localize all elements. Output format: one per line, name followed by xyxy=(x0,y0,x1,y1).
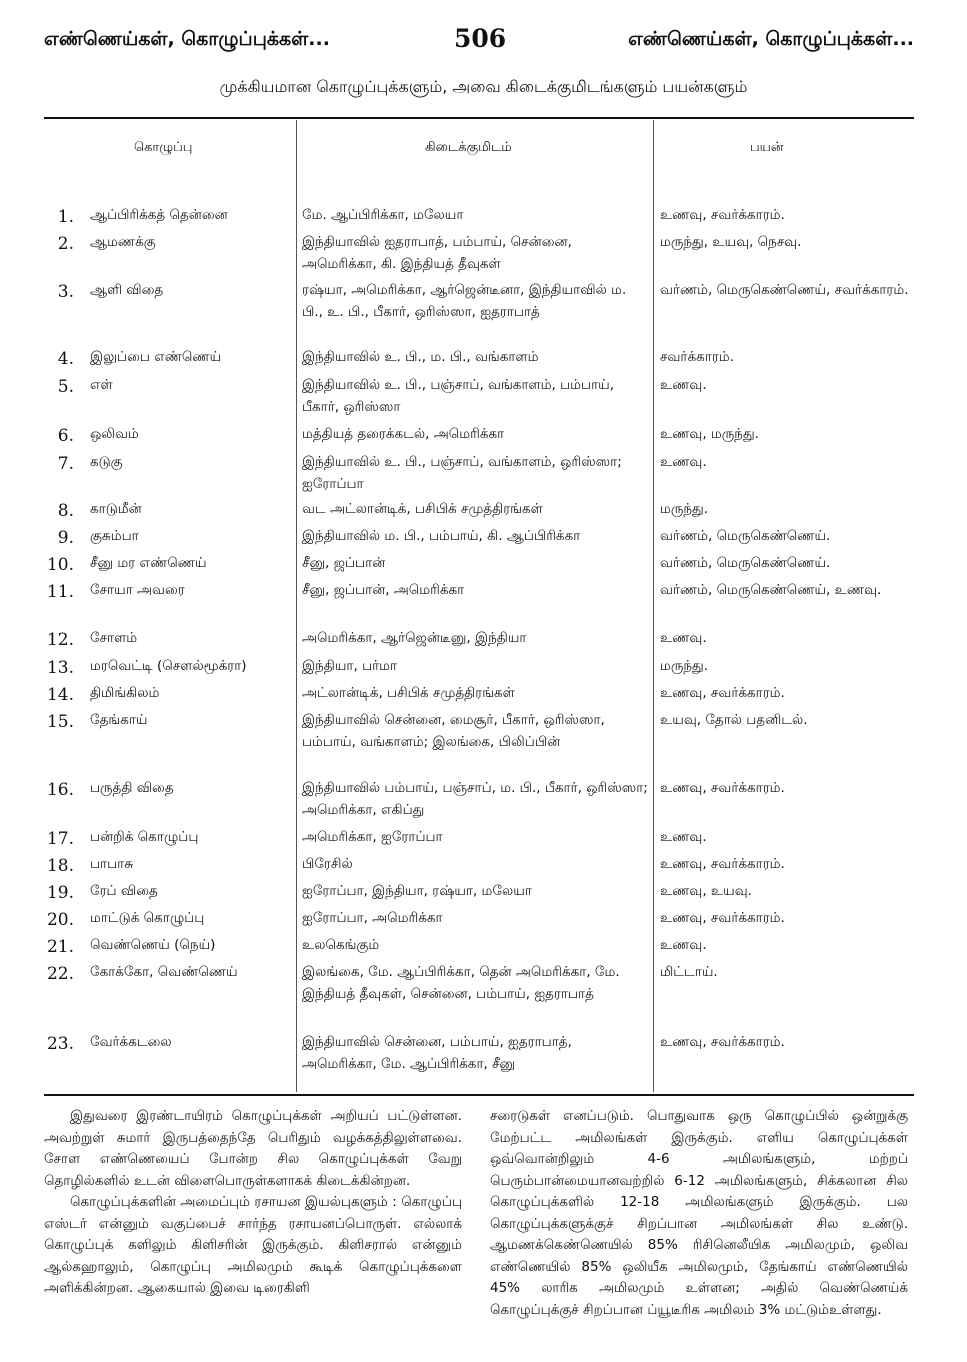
row-number: 11. xyxy=(46,582,74,602)
fat-use: உணவு. xyxy=(660,454,707,470)
source-location: இந்தியாவில் உ. பி., பஞ்சாப், வங்காளம், ஒரிஸ்ஸா; ஐரோப்பா xyxy=(302,454,622,492)
source-location: இந்தியாவில் ஐதராபாத், பம்பாய், சென்னை, அமெரிக்கா, கி. இந்தியத் தீவுகள் xyxy=(302,234,572,272)
fat-use: உணவு, உயவு. xyxy=(660,883,752,899)
source-location: வட அட்லான்டிக், பசிபிக் சமுத்திரங்கள் xyxy=(302,501,543,517)
fat-name: ரேப் விதை xyxy=(90,883,158,899)
fat-name: ஆமணக்கு xyxy=(90,234,156,250)
row-number: 15. xyxy=(46,712,74,732)
page-header xyxy=(44,22,914,62)
fat-name: குசும்பா xyxy=(90,528,139,544)
fat-use: உணவு, சவர்க்காரம். xyxy=(660,910,785,926)
source-location: இந்தியாவில் ம. பி., பம்பாய், கி. ஆப்பிரிக்கா xyxy=(302,528,581,544)
row-number: 21. xyxy=(46,937,74,957)
source-location: ஐரோப்பா, இந்தியா, ரஷ்யா, மலேயா xyxy=(302,883,532,899)
fat-use: மருந்து, உயவு, நெசவு. xyxy=(660,234,802,250)
source-location: அட்லான்டிக், பசிபிக் சமுத்திரங்கள் xyxy=(302,685,515,701)
fat-use: உணவு, சவர்க்காரம். xyxy=(660,207,785,223)
source-location: இந்தியாவில் உ. பி., பஞ்சாப், வங்காளம், பம்பாய், பீகார், ஒரிஸ்ஸா xyxy=(302,377,614,415)
fat-name: பருத்தி விதை xyxy=(90,780,174,796)
column-divider-2 xyxy=(653,120,654,1092)
fat-name: காடுமீன் xyxy=(90,501,142,517)
fat-use: மருந்து. xyxy=(660,501,709,517)
fat-use: உணவு, சவர்க்காரம். xyxy=(660,780,785,796)
fat-use: வர்ணம், மெருகெண்ணெய். xyxy=(660,528,831,544)
source-location: அமெரிக்கா, ஐரோப்பா xyxy=(302,829,443,845)
source-location: இந்தியாவில் சென்னை, மைசூர், பீகார், ஒரிஸ்ஸா, பம்பாய், வங்காளம்; இலங்கை, பிலிப்பின் xyxy=(302,712,605,750)
row-number: 1. xyxy=(57,207,74,227)
row-number: 6. xyxy=(57,426,74,446)
fat-use: வர்ணம், மெருகெண்ணெய். xyxy=(660,555,831,571)
fat-name: மரவெட்டி (சௌல்மூக்ரா) xyxy=(90,658,247,674)
row-number: 9. xyxy=(57,528,74,548)
body-column-right xyxy=(490,1106,908,1321)
source-location: பிரேசில் xyxy=(302,856,353,872)
row-number: 23. xyxy=(46,1034,74,1054)
row-number: 13. xyxy=(46,658,74,678)
source-location: இந்தியாவில் உ. பி., ம. பி., வங்காளம் xyxy=(302,349,539,365)
source-location: அமெரிக்கா, ஆர்ஜென்டீனு, இந்தியா xyxy=(302,630,527,646)
row-number: 2. xyxy=(57,234,74,254)
source-location: இந்தியாவில் பம்பாய், பஞ்சாப், ம. பி., பீகார், ஒரிஸ்ஸா; அமெரிக்கா, எகிப்து xyxy=(302,780,648,818)
fat-use: மிட்டாய். xyxy=(660,964,718,980)
row-number: 5. xyxy=(57,377,74,397)
source-location: இந்தியா, பர்மா xyxy=(302,658,398,674)
body-column-left xyxy=(44,1106,462,1300)
fat-use: உணவு. xyxy=(660,937,707,953)
source-location: ஐரோப்பா, அமெரிக்கா xyxy=(302,910,443,926)
fat-name: சீனு மர எண்ணெய் xyxy=(90,555,207,571)
column-header-use: பயன் xyxy=(750,140,784,155)
fat-name: திமிங்கிலம் xyxy=(90,685,160,701)
fat-use: உணவு. xyxy=(660,377,707,393)
paragraph: கொழுப்புக்களின் அமைப்பும் ரசாயன இயல்புகளும் : கொழுப்பு எஸ்டர் என்னும் வகுப்பைச் சார்ந்த ரசாயனப்பொருள். எல்லாக் கொழுப்புக் களிலும் கிளிசரின் இருக்கும். கிளிசரால் என்னும் ஆல்கஹாலும், கொழுப்பு அமிலமும் கூடிக் கொழுப்புக்களை அளிக்கின்றன. ஆகையால் இவை டிரைகிளி xyxy=(44,1194,462,1296)
paragraph: சரைடுகள் எனப்படும். பொதுவாக ஒரு கொழுப்பில் ஒன்றுக்கு மேற்பட்ட அமிலங்கள் இருக்கும். எளிய கொழுப்புக்கள் ஒவ்வொன்றிலும் 4-6 அமிலங்களும், மற்றப் பெரும்பான்மையானவற்றில் 6-12 அமிலங்களும், சிக்கலான சில கொழுப்புக்களில் 12-18 அமிலங்களும் இருக்கும். பல கொழுப்புக்களுக்குச் சிறப்பான அமிலங்கள் சில உண்டு. ஆமணக்கெண்ணெயில் 85% ரிசினெலீயிக அமிலமும், ஒலிவ எண்ணெயில் 85% ஒலியீக அமிலமும், தேங்காய் எண்ணெயில் 45% லாரிக அமிலமும் உள்ளன; அதில் வெண்ணெய்க் கொழுப்புக்குச் சிறப்பான ப்யூடீரிக அமிலம் 3% மட்டும்உள்ளது. xyxy=(490,1108,908,1318)
fat-name: சோயா அவரை xyxy=(90,582,185,598)
row-number: 17. xyxy=(46,829,74,849)
fat-name: இலுப்பை எண்ணெய் xyxy=(90,349,222,365)
fat-use: உணவு, சவர்க்காரம். xyxy=(660,685,785,701)
source-location: மத்தியத் தரைக்கடல், அமெரிக்கா xyxy=(302,426,505,442)
fat-use: உணவு, சவர்க்காரம். xyxy=(660,856,785,872)
page-number: 506 xyxy=(454,24,507,53)
fat-name: ஆப்பிரிக்கத் தென்னை xyxy=(90,207,228,223)
row-number: 10. xyxy=(46,555,74,575)
row-number: 16. xyxy=(46,780,74,800)
source-location: இலங்கை, மே. ஆப்பிரிக்கா, தென் அமெரிக்கா, மே. இந்தியத் தீவுகள், சென்னை, பம்பாய், ஐதராபாத் xyxy=(302,964,620,1002)
fat-use: உணவு. xyxy=(660,630,707,646)
row-number: 8. xyxy=(57,501,74,521)
source-location: மே. ஆப்பிரிக்கா, மலேயா xyxy=(302,207,464,223)
row-number: 12. xyxy=(46,630,74,650)
row-number: 19. xyxy=(46,883,74,903)
table-bottom-rule xyxy=(44,1094,914,1096)
row-number: 4. xyxy=(57,349,74,369)
row-number: 20. xyxy=(46,910,74,930)
fat-use: உணவு, சவர்க்காரம். xyxy=(660,1034,785,1050)
fat-name: ஆளி விதை xyxy=(90,282,164,298)
fat-use: சவர்க்காரம். xyxy=(660,349,734,365)
table-caption: முக்கியமான கொழுப்புக்களும், அவை கிடைக்குமிடங்களும் பயன்களும் xyxy=(219,77,748,96)
paragraph: இதுவரை இரண்டாயிரம் கொழுப்புக்கள் அறியப் பட்டுள்ளன. அவற்றுள் சுமார் இருபத்தைந்தே பெரிதும் வழக்கத்திலுள்ளவை. சோள எண்ணெயைப் போன்ற சில கொழுப்புக்கள் வேறு தொழில்களில் உடன் விளைபொருள்களாகக் கிடைக்கின்றன. xyxy=(44,1108,462,1189)
fat-name: மாட்டுக் கொழுப்பு xyxy=(90,910,205,926)
fat-name: எள் xyxy=(90,377,113,393)
fat-use: உணவு, மருந்து. xyxy=(660,426,759,442)
source-location: சீனு, ஜப்பான் xyxy=(302,555,386,571)
row-number: 18. xyxy=(46,856,74,876)
fat-use: உயவு, தோல் பதனிடல். xyxy=(660,712,808,728)
fat-name: வேர்க்கடலை xyxy=(90,1034,172,1050)
running-head-left: எண்ணெய்கள், கொழுப்புக்கள்... xyxy=(44,28,330,50)
source-location: சீனு, ஜப்பான், அமெரிக்கா xyxy=(302,582,465,598)
fat-use: வர்ணம், மெருகெண்ணெய், உணவு. xyxy=(660,582,882,598)
source-location: உலகெங்கும் xyxy=(302,937,380,953)
fat-name: சோளம் xyxy=(90,630,138,646)
fat-name: ஒலிவம் xyxy=(90,426,139,442)
row-number: 14. xyxy=(46,685,74,705)
row-number: 22. xyxy=(46,964,74,984)
table-top-rule xyxy=(44,117,914,119)
fat-name: வெண்ணெய் (நெய்) xyxy=(90,937,216,953)
fat-name: பாபாசு xyxy=(90,856,134,872)
fat-name: பன்றிக் கொழுப்பு xyxy=(90,829,199,845)
fat-use: உணவு. xyxy=(660,829,707,845)
row-number: 7. xyxy=(57,454,74,474)
column-header-fat: கொழுப்பு xyxy=(134,140,193,155)
fat-name: தேங்காய் xyxy=(90,712,148,728)
fat-use: வர்ணம், மெருகெண்ணெய், சவர்க்காரம். xyxy=(660,282,909,298)
fat-use: மருந்து. xyxy=(660,658,709,674)
column-header-source: கிடைக்குமிடம் xyxy=(425,140,512,155)
row-number: 3. xyxy=(57,282,74,302)
running-head-right: எண்ணெய்கள், கொழுப்புக்கள்... xyxy=(628,28,914,50)
source-location: இந்தியாவில் சென்னை, பம்பாய், ஐதராபாத், அமெரிக்கா, மே. ஆப்பிரிக்கா, சீனு xyxy=(302,1034,572,1072)
source-location: ரஷ்யா, அமெரிக்கா, ஆர்ஜென்டீனா, இந்தியாவில் ம. பி., உ. பி., பீகார், ஒரிஸ்ஸா, ஐதராபாத் xyxy=(302,282,627,320)
fat-name: கோக்கோ, வெண்ணெய் xyxy=(90,964,238,980)
fat-name: கடுகு xyxy=(90,454,123,470)
